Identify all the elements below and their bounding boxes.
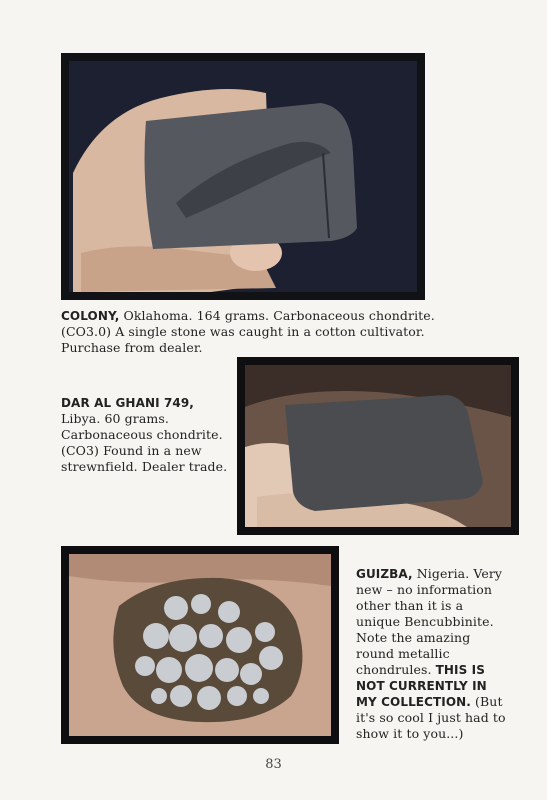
- guizba-meteorite-photo: [61, 546, 339, 744]
- colony-location: Oklahoma.: [119, 308, 193, 323]
- colony-description: 164 grams. Carbonaceous chondrite. (CO3.0) A single stone was caught in a cotton cultivator. Purchase from dealer.: [61, 308, 435, 355]
- colony-caption: [61, 308, 479, 356]
- guizba-name: GUIZBA,: [356, 567, 413, 581]
- guizba-emphasis: THIS IS NOT CURRENTLY IN MY COLLECTION.: [356, 663, 487, 709]
- dar-al-ghani-name: DAR AL GHANI 749,: [61, 396, 194, 410]
- guizba-description: Nigeria. Very new – no information other than it is a unique Bencubbinite. Note the amazing round metallic chondrules.: [356, 566, 503, 677]
- colony-meteorite-photo: [61, 53, 425, 300]
- dar-al-ghani-description: Libya. 60 grams. Carbonaceous chondrite. (CO3) Found in a new strewnfield. Dealer trade.: [61, 411, 228, 474]
- guizba-tail: (But it's so cool I just had to show it to you...): [356, 694, 506, 741]
- guizba-caption: [356, 566, 506, 742]
- dar-al-ghani-meteorite-photo: [237, 357, 519, 535]
- colony-name: COLONY,: [61, 309, 120, 323]
- dar-al-ghani-caption: [61, 395, 229, 475]
- page-number: 83: [265, 757, 282, 772]
